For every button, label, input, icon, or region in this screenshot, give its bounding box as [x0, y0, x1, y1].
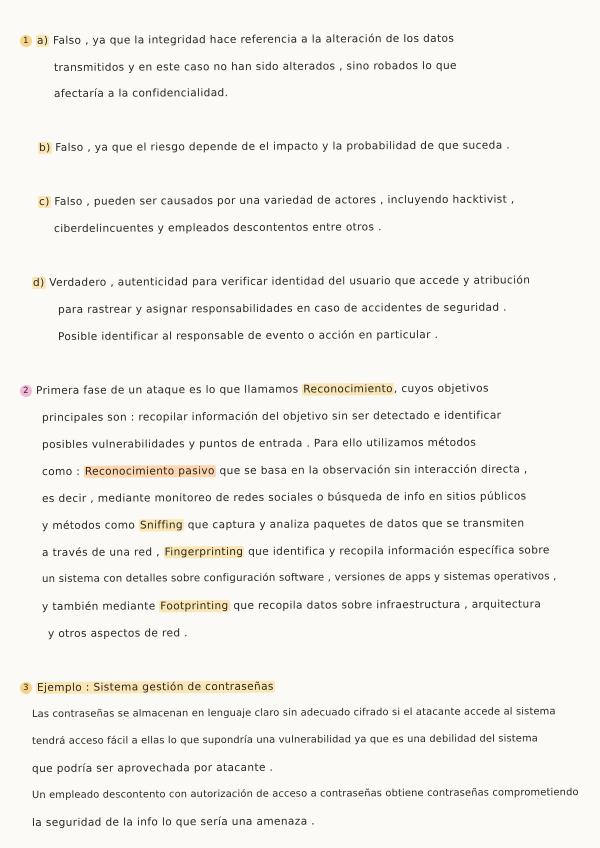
q1-number-badge: 1 — [20, 35, 32, 47]
q2-line-6 — [42, 516, 524, 533]
q1-c-text-1: Falso , pueden ser causados por una variedad de actores , incluyendo hacktivist , — [54, 193, 515, 208]
q2-text-2: principales son : recopilar información del objetivo sin ser detectado e identificar — [41, 409, 502, 424]
q3-number-badge: 3 — [20, 682, 32, 694]
q3-text-3: que podría ser aprovechada por atacante . — [31, 761, 274, 775]
q2-number-badge: 2 — [20, 385, 32, 397]
q2-text-1-pre: Primera fase de un ataque es lo que llamamos — [35, 383, 299, 397]
q1-d-text-2: para rastrear y asignar responsabilidades en caso de accidentes de seguridad . — [57, 301, 507, 316]
q1-a-text-1: Falso , ya que la integridad hace referencia a la alteración de los datos — [53, 32, 455, 47]
q1-d-text-3: Posible identificar al responsable de evento o acción en particular . — [57, 329, 439, 343]
q1-a-text-2: transmitidos y en este caso no han sido alterados , sino robados lo que — [53, 59, 457, 74]
q2-line-1 — [20, 382, 489, 398]
q1-b-text-1: Falso , ya que el riesgo depende de el impacto y la probabilidad de que suceda . — [55, 139, 511, 154]
q2-text-3: posibles vulnerabilidades y puntos de entrada . Para ello utilizamos métodos — [41, 436, 477, 451]
q2-text-9-pre: y también mediante — [41, 600, 156, 613]
q1-a-label: a) — [36, 34, 49, 47]
q3-text-2: tendrá acceso fácil a ellas lo que supondría una vulnerabilidad ya que es una debilidad del sistema — [31, 733, 539, 747]
q2-highlight-reconocimiento-pasivo: Reconocimiento pasivo — [84, 465, 215, 478]
q3-text-4: Un empleado descontento con autorización de acceso a contraseñas obtiene contraseñas comprometiendo — [31, 787, 579, 801]
q2-highlight-footprinting: Footprinting — [160, 600, 229, 613]
q1-a-text-3: afectaría a la confidencialidad. — [53, 87, 229, 100]
q2-highlight-fingerprinting: Fingerprinting — [164, 545, 244, 559]
q2-text-10: y otros aspectos de red . — [47, 627, 188, 640]
q1-d-text-1: Verdadero , autenticidad para verificar identidad del usuario que accede y atribución — [49, 274, 531, 289]
q2-text-9-post: que recopila datos sobre infraestructura , arquitectura — [233, 598, 542, 612]
q1-b-label: b) — [38, 141, 51, 154]
q3-text-5: la seguridad de la info lo que sería una amenaza . — [31, 815, 315, 829]
q2-text-4-post: que se basa en la observación sin interacción directa , — [219, 463, 528, 478]
q1-c-text-2: ciberdelincuentes y empleados descontentos entre otros . — [53, 221, 382, 235]
q1-c-label: c) — [38, 195, 50, 208]
q1-line-c1 — [38, 193, 515, 209]
q2-text-4-pre: como : — [41, 465, 81, 478]
q3-title-line — [20, 680, 275, 695]
q2-line-7 — [42, 543, 550, 560]
q2-text-6-pre: y métodos como — [41, 519, 136, 532]
q2-text-8: un sistema con detalles sobre configuración software , versiones de apps y sistemas operativos , — [41, 571, 557, 585]
q3-title: Ejemplo : Sistema gestión de contraseñas — [36, 680, 274, 694]
q1-line-d1 — [32, 273, 530, 290]
q2-highlight-sniffing: Sniffing — [139, 519, 183, 532]
q2-line-4 — [42, 462, 528, 479]
q2-text-6-post: que captura y analiza paquetes de datos que se transmiten — [187, 517, 525, 532]
q1-line-a1 — [20, 32, 454, 48]
q1-d-label: d) — [32, 276, 45, 289]
q1-line-b1 — [38, 139, 510, 155]
q2-text-5: es decir , mediante monitoreo de redes sociales o búsqueda de info en sitios públicos — [41, 490, 527, 505]
q2-text-7-pre: a través de una red , — [41, 546, 160, 559]
q3-text-1: Las contraseñas se almacenan en lenguaje claro sin adecuado cifrado si el atacante accede al sistema — [31, 706, 556, 720]
q2-line-9 — [42, 597, 541, 614]
q2-highlight-reconocimiento: Reconocimiento — [303, 383, 393, 396]
q2-text-1-post: , cuyos objetivos — [393, 382, 489, 396]
q2-text-7-post: que identifica y recopila información específica sobre — [248, 544, 550, 558]
